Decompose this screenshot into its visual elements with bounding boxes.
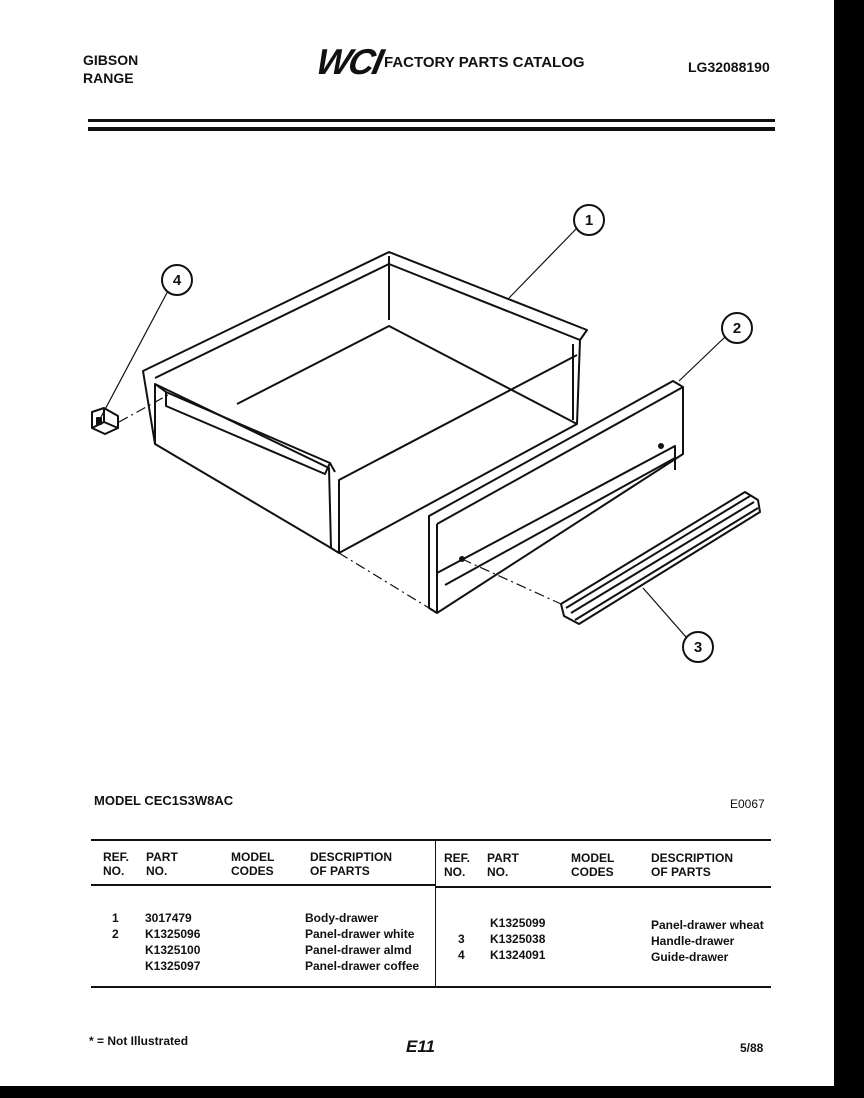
- table-header-rule-left: [91, 884, 435, 886]
- wci-logo: WCI: [312, 41, 386, 82]
- right-part-column: [490, 915, 545, 963]
- table-row-desc: Panel-drawer almd: [305, 943, 412, 957]
- table-row-desc: Handle-drawer: [651, 934, 735, 948]
- left-part-column: [145, 910, 200, 974]
- header-description-right: DESCRIPTION OF PARTS: [651, 851, 734, 879]
- callout-2-label: 2: [732, 320, 742, 337]
- table-row-ref: 2: [112, 927, 119, 941]
- table-row-part: K1324091: [490, 948, 546, 962]
- model-number: MODEL CEC1S3W8AC: [94, 793, 234, 808]
- table-top-rule: [91, 839, 771, 841]
- header-model-codes-left: MODEL CODES: [231, 850, 275, 878]
- table-row-desc: Panel-drawer coffee: [305, 959, 420, 973]
- header-part-no-right: PART NO.: [487, 851, 519, 879]
- catalog-title: FACTORY PARTS CATALOG: [384, 54, 585, 71]
- table-row-part: K1325099: [490, 916, 546, 930]
- callout-3: [683, 632, 713, 662]
- table-row-part: K1325096: [145, 927, 201, 941]
- header-ref-no-right: REF. NO.: [444, 851, 471, 879]
- table-header-rule-right: [436, 886, 771, 888]
- revision-date: 5/88: [740, 1041, 764, 1055]
- diagram-code: E0067: [730, 797, 765, 811]
- not-illustrated-note: * = Not Illustrated: [89, 1034, 189, 1048]
- table-row-ref: [112, 958, 119, 974]
- header-part-no-left: PART NO.: [146, 850, 178, 878]
- drawer-guide-part: [92, 408, 118, 434]
- table-row-desc: Panel-drawer white: [305, 927, 415, 941]
- table-row-part: K1325100: [145, 943, 201, 957]
- table-row-desc: Guide-drawer: [651, 950, 729, 964]
- table-row-part: K1325097: [145, 959, 201, 973]
- callout-1: [574, 205, 604, 235]
- brand-line-2: RANGE: [83, 70, 134, 86]
- table-row-part: 3017479: [145, 911, 192, 925]
- callout-4: [162, 265, 192, 295]
- table-row-ref: 3: [458, 932, 465, 946]
- callout-1-label: 1: [584, 212, 594, 229]
- table-row-ref: 1: [112, 911, 119, 925]
- table-row-ref: [112, 942, 119, 958]
- table-row-part: K1325038: [490, 932, 546, 946]
- header-model-codes-right: MODEL CODES: [571, 851, 615, 879]
- right-description-column: [651, 917, 764, 965]
- left-ref-column: [112, 910, 119, 974]
- header-ref-no-left: REF. NO.: [103, 850, 130, 878]
- callout-3-label: 3: [693, 639, 703, 656]
- scan-edge-bottom: [0, 1086, 864, 1098]
- table-bottom-rule: [91, 986, 771, 988]
- table-row-desc: Panel-drawer wheat: [651, 918, 764, 932]
- table-row-ref: [458, 915, 465, 931]
- catalog-code: LG32088190: [688, 59, 770, 75]
- right-ref-column: [458, 915, 465, 963]
- page-number: E11: [406, 1037, 435, 1056]
- header-description-left: DESCRIPTION OF PARTS: [310, 850, 393, 878]
- table-row-ref: 4: [458, 948, 465, 962]
- brand-line-1: GIBSON: [83, 52, 139, 68]
- table-row-desc: Body-drawer: [305, 911, 379, 925]
- callout-4-label: 4: [172, 272, 182, 289]
- callout-2: [722, 313, 752, 343]
- table-divider: [435, 841, 436, 987]
- left-description-column: [305, 910, 419, 974]
